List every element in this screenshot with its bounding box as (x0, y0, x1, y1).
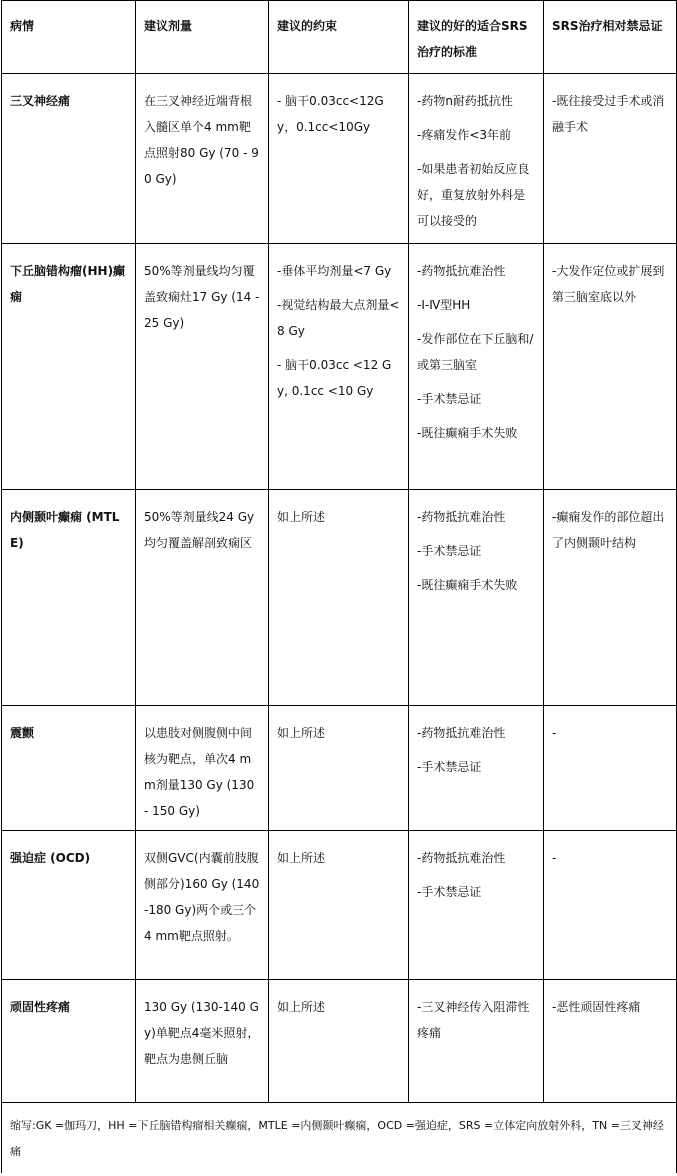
cell-contraindications (544, 706, 677, 831)
abbreviation-footnote: 缩写:GK =伽玛刀，HH =下丘脑错构瘤相关癫痫，MTLE =内侧颞叶癫痫，OCD =强迫症，SRS =立体定向放射外科，TN =三叉神经痛 (2, 1103, 677, 1173)
criteria-item: -手术禁忌证 (417, 885, 482, 899)
data-table (1, 0, 677, 1173)
criteria-item: -三叉神经传入阻滞性疼痛 (417, 1000, 530, 1040)
cell-constraints (269, 74, 409, 244)
header-contraindications: SRS治疗相对禁忌证 (544, 1, 677, 74)
cell-condition: 下丘脑错构瘤(HH)癫痫 (2, 244, 136, 490)
table-row (2, 490, 677, 706)
cell-constraints (269, 490, 409, 706)
cell-contraindications (544, 980, 677, 1103)
cell-criteria (409, 490, 544, 706)
contraindication-item: - (552, 851, 557, 865)
cell-condition: 顽固性疼痛 (2, 980, 136, 1103)
cell-constraints (269, 980, 409, 1103)
cell-criteria (409, 831, 544, 980)
criteria-item: -手术禁忌证 (417, 544, 482, 558)
cell-condition: 三叉神经痛 (2, 74, 136, 244)
contraindication-item: -既往接受过手术或消融手术 (552, 94, 665, 134)
criteria-item: -药物抵抗难治性 (417, 851, 506, 865)
cell-dose: 50%等剂量线24 Gy均匀覆盖解剖致痫区 (136, 490, 269, 706)
criteria-item: -既往癫痫手术失败 (417, 578, 518, 592)
cell-criteria (409, 244, 544, 490)
header-criteria: 建议的好的适合SRS治疗的标准 (409, 1, 544, 74)
criteria-item: -疼痛发作<3年前 (417, 128, 512, 142)
constraint-item: 如上所述 (277, 851, 326, 865)
header-constraints: 建议的约束 (269, 1, 409, 74)
contraindication-item: -恶性顽固性疼痛 (552, 1000, 641, 1014)
criteria-item: -药物抵抗难治性 (417, 726, 506, 740)
cell-constraints (269, 244, 409, 490)
contraindication-item: - (552, 726, 557, 740)
cell-condition: 震颤 (2, 706, 136, 831)
cell-dose: 130 Gy (130-140 Gy)单靶点4毫米照射，靶点为患侧丘脑 (136, 980, 269, 1103)
cell-constraints (269, 706, 409, 831)
cell-constraints (269, 831, 409, 980)
constraint-item: 如上所述 (277, 510, 326, 524)
table-row (2, 831, 677, 980)
constraint-item: -垂体平均剂量<7 Gy (277, 264, 392, 278)
criteria-item: -手术禁忌证 (417, 392, 482, 406)
constraint-item: -视觉结构最大点剂量<8 Gy (277, 298, 400, 338)
cell-criteria (409, 706, 544, 831)
cell-criteria (409, 980, 544, 1103)
cell-dose: 双侧GVC(内囊前肢腹侧部分)160 Gy (140-180 Gy)两个或三个4 mm靶点照射。 (136, 831, 269, 980)
footnote-row (2, 1103, 677, 1173)
cell-contraindications (544, 244, 677, 490)
criteria-item: -药物抵抗难治性 (417, 264, 506, 278)
header-dose: 建议剂量 (136, 1, 269, 74)
table-row (2, 244, 677, 490)
table-row (2, 980, 677, 1103)
criteria-item: -手术禁忌证 (417, 760, 482, 774)
cell-contraindications (544, 490, 677, 706)
contraindication-item: -大发作定位或扩展到第三脑室底以外 (552, 264, 665, 304)
constraint-item: 如上所述 (277, 1000, 326, 1014)
cell-dose: 在三叉神经近端背根入髓区单个4 mm靶点照射80 Gy (70 - 90 Gy) (136, 74, 269, 244)
cell-condition: 内侧颞叶癫痫 (MTLE) (2, 490, 136, 706)
criteria-item: -如果患者初始反应良好，重复放射外科是可以接受的 (417, 162, 530, 228)
criteria-item: -既往癫痫手术失败 (417, 426, 518, 440)
cell-dose: 以患肢对侧腹侧中间核为靶点，单次4 mm剂量130 Gy (130 - 150 Gy) (136, 706, 269, 831)
constraint-item: - 脑干0.03cc <12 Gy, 0.1cc <10 Gy (277, 358, 392, 398)
header-condition: 病情 (2, 1, 136, 74)
cell-condition: 强迫症 (OCD) (2, 831, 136, 980)
criteria-item: -药物n耐药抵抗性 (417, 94, 513, 108)
contraindication-item: -癫痫发作的部位超出了内侧颞叶结构 (552, 510, 665, 550)
constraint-item: 如上所述 (277, 726, 326, 740)
cell-contraindications (544, 74, 677, 244)
cell-dose: 50%等剂量线均匀覆盖致痫灶17 Gy (14 - 25 Gy) (136, 244, 269, 490)
cell-contraindications (544, 831, 677, 980)
criteria-item: -Ⅰ-Ⅳ型HH (417, 298, 471, 312)
criteria-item: -发作部位在下丘脑和/或第三脑室 (417, 332, 534, 372)
table-row (2, 706, 677, 831)
constraint-item: - 脑干0.03cc<12Gy，0.1cc<10Gy (277, 94, 384, 134)
criteria-item: -药物抵抗难治性 (417, 510, 506, 524)
table-row (2, 74, 677, 244)
cell-criteria (409, 74, 544, 244)
table-header-row (2, 1, 677, 74)
